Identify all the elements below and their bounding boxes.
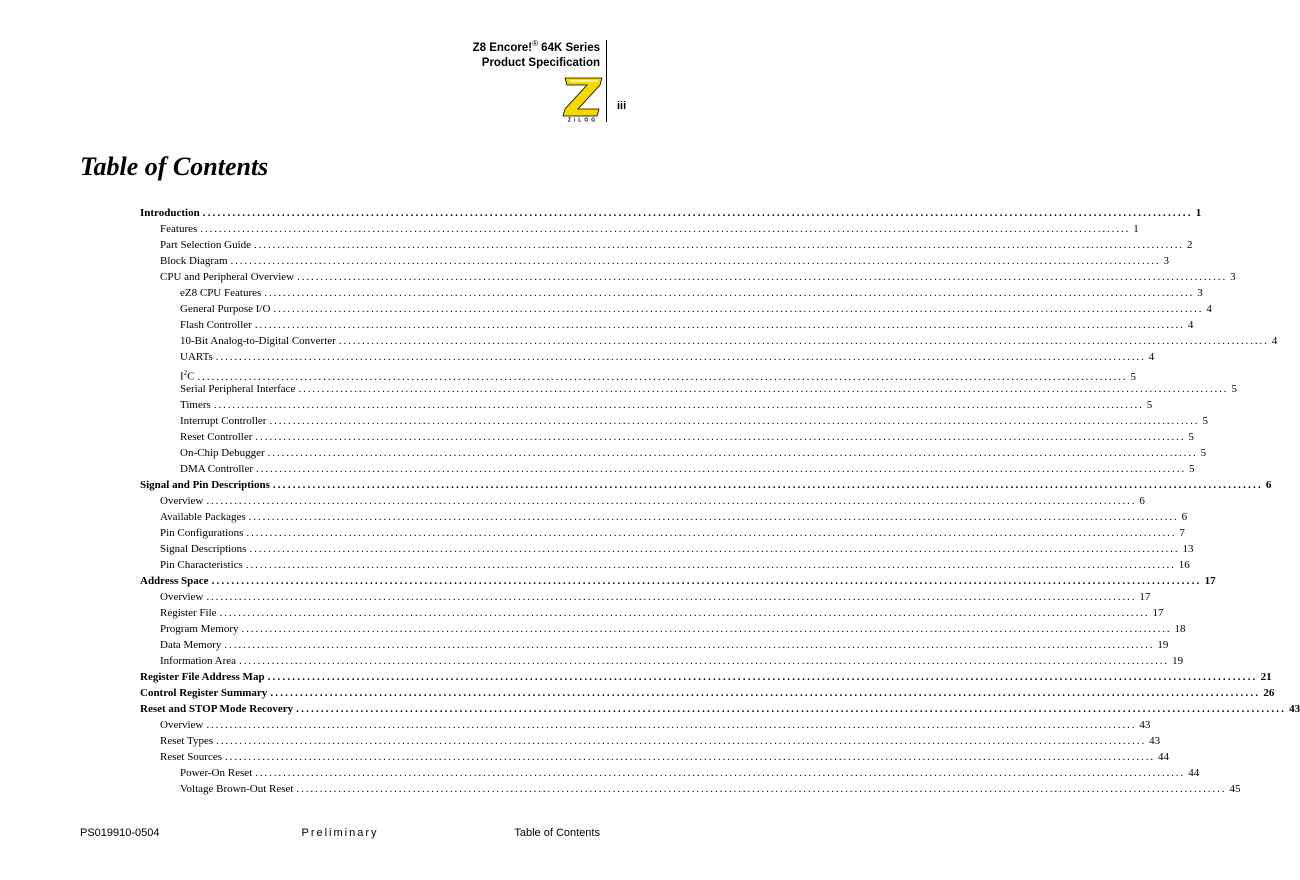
toc-entry-label: Flash Controller [180,319,252,331]
toc-entry-page: 43 [1139,719,1151,731]
dot-leader: ........................................................................................................................................................................................................ [215,351,1146,363]
page-title: Table of Contents [80,152,269,181]
dot-leader: ........................................................................................................................................................................................................ [273,303,1204,315]
toc-entry-label: UARTs [180,351,213,363]
footer-status: Preliminary [301,827,379,839]
dot-leader: ........................................................................................................................................................................................................ [248,511,1179,523]
toc-entry[interactable] [140,205,1202,221]
toc-entry-label: Reset Types [160,735,214,747]
dot-leader: ........................................................................................................................................................................................................ [264,287,1195,299]
toc-entry-label: Features [160,223,198,235]
toc-entry-label: On-Chip Debugger [180,447,265,459]
toc-entry-label: Introduction [140,207,200,219]
dot-leader: ........................................................................................................................................................................................................ [269,415,1200,427]
toc-entry-page: 4 [1187,319,1194,331]
toc-entry[interactable] [140,557,1190,573]
header-divider [606,40,607,122]
toc-entry-label: Address Space [140,575,209,587]
toc-entry[interactable] [140,605,1164,621]
toc-entry[interactable] [140,509,1188,525]
dot-leader: ........................................................................................................................................................................................................ [249,543,1180,555]
toc-entry-label: Reset Sources [160,751,223,763]
toc-entry-label: Signal and Pin Descriptions [140,479,270,491]
toc-entry-page: 6 [1139,495,1145,507]
toc-entry-page: 5 [1231,383,1237,395]
toc-entry-page: 6 [1181,511,1188,523]
dot-leader: ........................................................................................................................................................................................................ [202,207,1193,219]
toc-entry-page: 5 [1200,447,1207,459]
toc-entry[interactable] [140,653,1184,669]
dot-leader: ........................................................................................................................................................................................................ [211,575,1202,587]
toc-entry-page: 2 [1187,239,1193,251]
toc-entry[interactable] [140,445,1207,461]
toc-entry-label: Data Memory [160,639,222,651]
toc-entry-label: eZ8 CPU Features [180,287,262,299]
toc-entry[interactable] [140,237,1193,253]
dot-leader: ........................................................................................................................................................................................................ [206,591,1137,603]
toc-entry-page: 43 [1289,703,1300,715]
toc-entry[interactable] [140,701,1300,717]
toc-entry-label: Control Register Summary [140,687,268,699]
page-footer [80,827,600,841]
toc-entry-page: 3 [1230,271,1236,283]
toc-entry-page: 19 [1172,655,1184,667]
toc-entry-label: Voltage Brown-Out Reset [180,783,294,795]
page-number: iii [617,100,627,112]
toc-entry-page: 1 [1195,207,1202,219]
toc-entry-label: Signal Descriptions [160,543,247,555]
dot-leader: ........................................................................................................................................................................................................ [206,495,1137,507]
toc-entry[interactable] [140,413,1208,429]
toc-entry-page: 6 [1265,479,1272,491]
dot-leader: ........................................................................................................................................................................................................ [298,383,1229,395]
toc-entry-page: 17 [1139,591,1151,603]
table-of-contents [140,205,1300,797]
toc-entry[interactable] [140,765,1200,781]
toc-entry[interactable] [140,637,1169,653]
toc-entry-label: Information Area [160,655,237,667]
toc-entry-page: 4 [1271,335,1278,347]
dot-leader: ........................................................................................................................................................................................................ [206,719,1137,731]
toc-entry-label: Program Memory [160,623,239,635]
dot-leader: ........................................................................................................................................................................................................ [296,703,1287,715]
dot-leader: ........................................................................................................................................................................................................ [224,639,1155,651]
toc-entry-page: 17 [1152,607,1164,619]
logo-text: ZiLOG [567,117,599,124]
toc-entry[interactable] [140,717,1151,733]
toc-entry-label: Pin Configurations [160,527,244,539]
dot-leader: ........................................................................................................................................................................................................ [246,527,1177,539]
toc-entry-label: Reset Controller [180,431,253,443]
dot-leader: ........................................................................................................................................................................................................ [219,607,1150,619]
toc-entry-label: Block Diagram [160,255,228,267]
toc-entry-label: CPU and Peripheral Overview [160,271,295,283]
toc-entry-page: 5 [1189,463,1195,475]
toc-entry-page: 44 [1188,767,1200,779]
dot-leader: ........................................................................................................................................................................................................ [230,255,1161,267]
toc-entry-page: 43 [1149,735,1161,747]
toc-entry-page: 26 [1263,687,1275,699]
toc-entry-page: 18 [1174,623,1186,635]
toc-entry-label: Register File [160,607,217,619]
header-series: 64K Series [541,41,600,54]
toc-entry[interactable] [140,269,1236,285]
toc-entry[interactable] [140,317,1194,333]
toc-entry-page: 5 [1188,431,1194,443]
dot-leader: ........................................................................................................................................................................................................ [245,559,1176,571]
dot-leader: ........................................................................................................................................................................................................ [256,463,1187,475]
toc-entry-label: Overview [160,591,204,603]
toc-entry-page: 21 [1260,671,1272,683]
dot-leader: ........................................................................................................................................................................................................ [272,479,1263,491]
dot-leader: ........................................................................................................................................................................................................ [241,623,1172,635]
toc-entry[interactable] [140,333,1278,349]
toc-entry[interactable] [140,397,1153,413]
dot-leader: ........................................................................................................................................................................................................ [254,239,1185,251]
toc-entry-label: General Purpose I/O [180,303,271,315]
toc-entry[interactable] [140,429,1194,445]
toc-entry-label: Reset and STOP Mode Recovery [140,703,294,715]
dot-leader: ........................................................................................................................................................................................................ [200,223,1131,235]
toc-entry-page: 5 [1130,370,1137,383]
zilog-logo [562,76,604,122]
dot-leader: ........................................................................................................................................................................................................ [267,671,1258,683]
toc-entry-label: Available Packages [160,511,246,523]
toc-entry[interactable] [140,733,1161,749]
toc-entry-label: Overview [160,495,204,507]
toc-entry-page: 4 [1206,303,1212,315]
toc-entry-label: Pin Characteristics [160,559,243,571]
dot-leader: ........................................................................................................................................................................................................ [216,735,1147,747]
dot-leader: ........................................................................................................................................................................................................ [255,431,1186,443]
header-product-line [473,36,600,56]
toc-entry[interactable] [140,349,1155,365]
toc-entry-page: 13 [1182,543,1194,555]
toc-entry-page: 7 [1179,527,1185,539]
toc-entry[interactable] [140,781,1241,797]
footer-section: Table of Contents [514,827,600,839]
toc-entry-page: 4 [1148,351,1155,363]
dot-leader: ........................................................................................................................................................................................................ [296,783,1227,795]
toc-entry-label: Register File Address Map [140,671,265,683]
toc-entry[interactable] [140,477,1272,493]
toc-entry[interactable] [140,461,1195,477]
header-doc-type: Product Specification [481,56,600,69]
dot-leader: ........................................................................................................................................................................................................ [267,447,1198,459]
toc-entry-label: Timers [180,399,211,411]
toc-entry-label: Power-On Reset [180,767,253,779]
dot-leader: ........................................................................................................................................................................................................ [255,767,1186,779]
toc-entry-page: 1 [1133,223,1139,235]
running-header [473,36,600,71]
toc-entry[interactable] [140,285,1203,301]
dot-leader: ........................................................................................................................................................................................................ [239,655,1170,667]
toc-entry[interactable] [140,589,1151,605]
footer-doc-number: PS019910-0504 [80,827,160,839]
toc-entry[interactable] [140,381,1237,397]
toc-entry-page: 44 [1158,751,1170,763]
toc-entry[interactable] [140,621,1186,637]
toc-entry[interactable] [140,669,1272,685]
toc-entry-page: 5 [1202,415,1208,427]
header-product-name: Z8 Encore! [472,41,533,54]
toc-entry[interactable] [140,301,1212,317]
toc-entry-label: Interrupt Controller [180,415,267,427]
dot-leader: ........................................................................................................................................................................................................ [225,751,1156,763]
toc-entry[interactable] [140,221,1139,237]
toc-entry-page: 19 [1157,639,1169,651]
toc-entry[interactable] [140,365,1137,383]
toc-entry-label: Serial Peripheral Interface [180,383,296,395]
dot-leader: ........................................................................................................................................................................................................ [197,370,1128,383]
dot-leader: ........................................................................................................................................................................................................ [254,319,1185,331]
toc-entry[interactable] [140,541,1194,557]
toc-entry-label: $I^2C$ [180,369,195,383]
toc-entry-page: 3 [1197,287,1203,299]
dot-leader: ........................................................................................................................................................................................................ [338,335,1269,347]
toc-entry-label: Part Selection Guide [160,239,252,251]
dot-leader: ........................................................................................................................................................................................................ [213,399,1144,411]
toc-entry-page: 45 [1229,783,1241,795]
registered-mark: ® [532,39,538,48]
toc-entry-label: DMA Controller [180,463,254,475]
toc-entry-page: 16 [1178,559,1190,571]
toc-entry[interactable] [140,685,1275,701]
toc-entry-label: 10-Bit Analog-to-Digital Converter [180,335,336,347]
toc-entry[interactable] [140,749,1170,765]
dot-leader: ........................................................................................................................................................................................................ [297,271,1228,283]
dot-leader: ........................................................................................................................................................................................................ [270,687,1261,699]
toc-entry-label: Overview [160,719,204,731]
toc-entry[interactable] [140,525,1185,541]
toc-entry-page: 17 [1204,575,1216,587]
toc-entry[interactable] [140,253,1170,269]
toc-entry-page: 5 [1146,399,1153,411]
toc-entry-page: 3 [1163,255,1170,267]
toc-entry[interactable] [140,573,1216,589]
toc-entry[interactable] [140,493,1145,509]
